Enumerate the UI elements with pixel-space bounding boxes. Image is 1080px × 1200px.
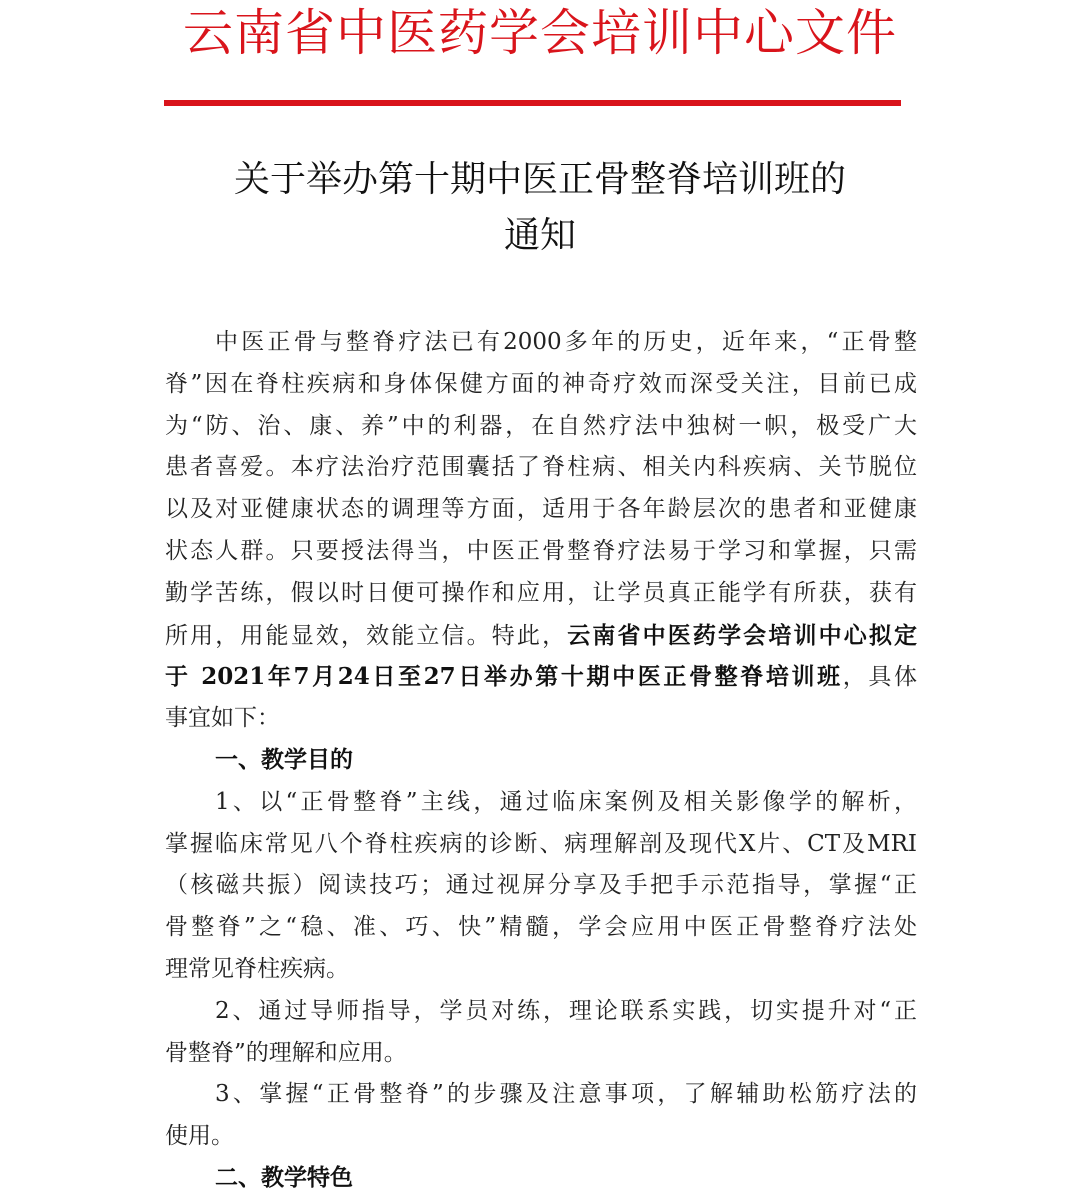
document-title-line-1: 关于举办第十期中医正骨整脊培训班的 [233, 159, 846, 200]
paragraph-line: 骨整脊”之“稳、准、巧、快”精髓，学会应用中医正骨整脊疗法处 [165, 914, 917, 941]
paragraph-line [165, 615, 917, 657]
paragraph-line: 状态人群。只要授法得当，中医正骨整脊疗法易于学习和掌握，只需 [165, 537, 917, 564]
paragraph-text: ，具体 [842, 664, 918, 691]
paragraph-line: 骨整脊”的理解和应用。 [165, 1039, 407, 1066]
paragraph-line: （核磁共振）阅读技巧；通过视屏分享及手把手示范指导，掌握“正 [165, 872, 917, 899]
paragraph-line: 2、通过导师指导，学员对练，理论联系实践，切实提升对“正 [215, 997, 917, 1024]
paragraph-line: 理常见脊柱疾病。 [165, 955, 349, 982]
paragraph-line: 为“防、治、康、养”中的利器，在自然疗法中独树一帜，极受广大 [165, 412, 917, 439]
paragraph-line: 中医正骨与整脊疗法已有2000多年的历史，近年来，“正骨整 [215, 329, 917, 355]
section-teaching-objectives [165, 740, 917, 1158]
section-teaching-features [165, 1158, 917, 1200]
paragraph-line: 1、以“正骨整脊”主线，通过临床案例及相关影像学的解析， [215, 788, 917, 815]
section-heading: 一、教学目的 [215, 746, 353, 773]
intro-paragraph [165, 322, 917, 740]
paragraph-text: 所用，用能显效，效能立信。特此， [165, 622, 568, 649]
objective-item-1 [165, 782, 917, 991]
objective-item-3 [165, 1074, 917, 1158]
paragraph-line: 患者喜爱。本疗法治疗范围囊括了脊柱病、相关内科疾病、关节脱位 [165, 454, 917, 481]
document-body [165, 322, 917, 1200]
organizer-emphasis: 云南省中医药学会培训中心拟定 [567, 621, 918, 649]
paragraph-line: 事宜如下： [165, 705, 280, 732]
event-date-emphasis: 于 2021年7月24日至27日举办第十期中医正骨整脊培训班 [165, 663, 843, 691]
document-title-line-2: 通知 [503, 215, 576, 256]
document-title [0, 152, 1080, 264]
paragraph-line: 掌握临床常见八个脊柱疾病的诊断、病理解剖及现代X片、CT及MRI [165, 830, 917, 857]
objective-item-2 [165, 991, 917, 1075]
paragraph-line: 3、掌握“正骨整脊”的步骤及注意事项，了解辅助松筋疗法的 [215, 1081, 917, 1108]
letterhead-red-rule [164, 100, 901, 106]
section-heading: 二、教学特色 [215, 1164, 353, 1191]
paragraph-line: 勤学苦练，假以时日便可操作和应用，让学员真正能学有所获，获有 [165, 579, 917, 606]
paragraph-line: 以及对亚健康状态的调理等方面，适用于各年龄层次的患者和亚健康 [165, 496, 917, 523]
letterhead-title: 云南省中医药学会培训中心文件 [183, 4, 897, 62]
paragraph-line [165, 656, 917, 698]
paragraph-line: 脊”因在脊柱疾病和身体保健方面的神奇疗效而深受关注，目前已成 [165, 370, 917, 397]
paragraph-line: 使用。 [165, 1123, 234, 1150]
